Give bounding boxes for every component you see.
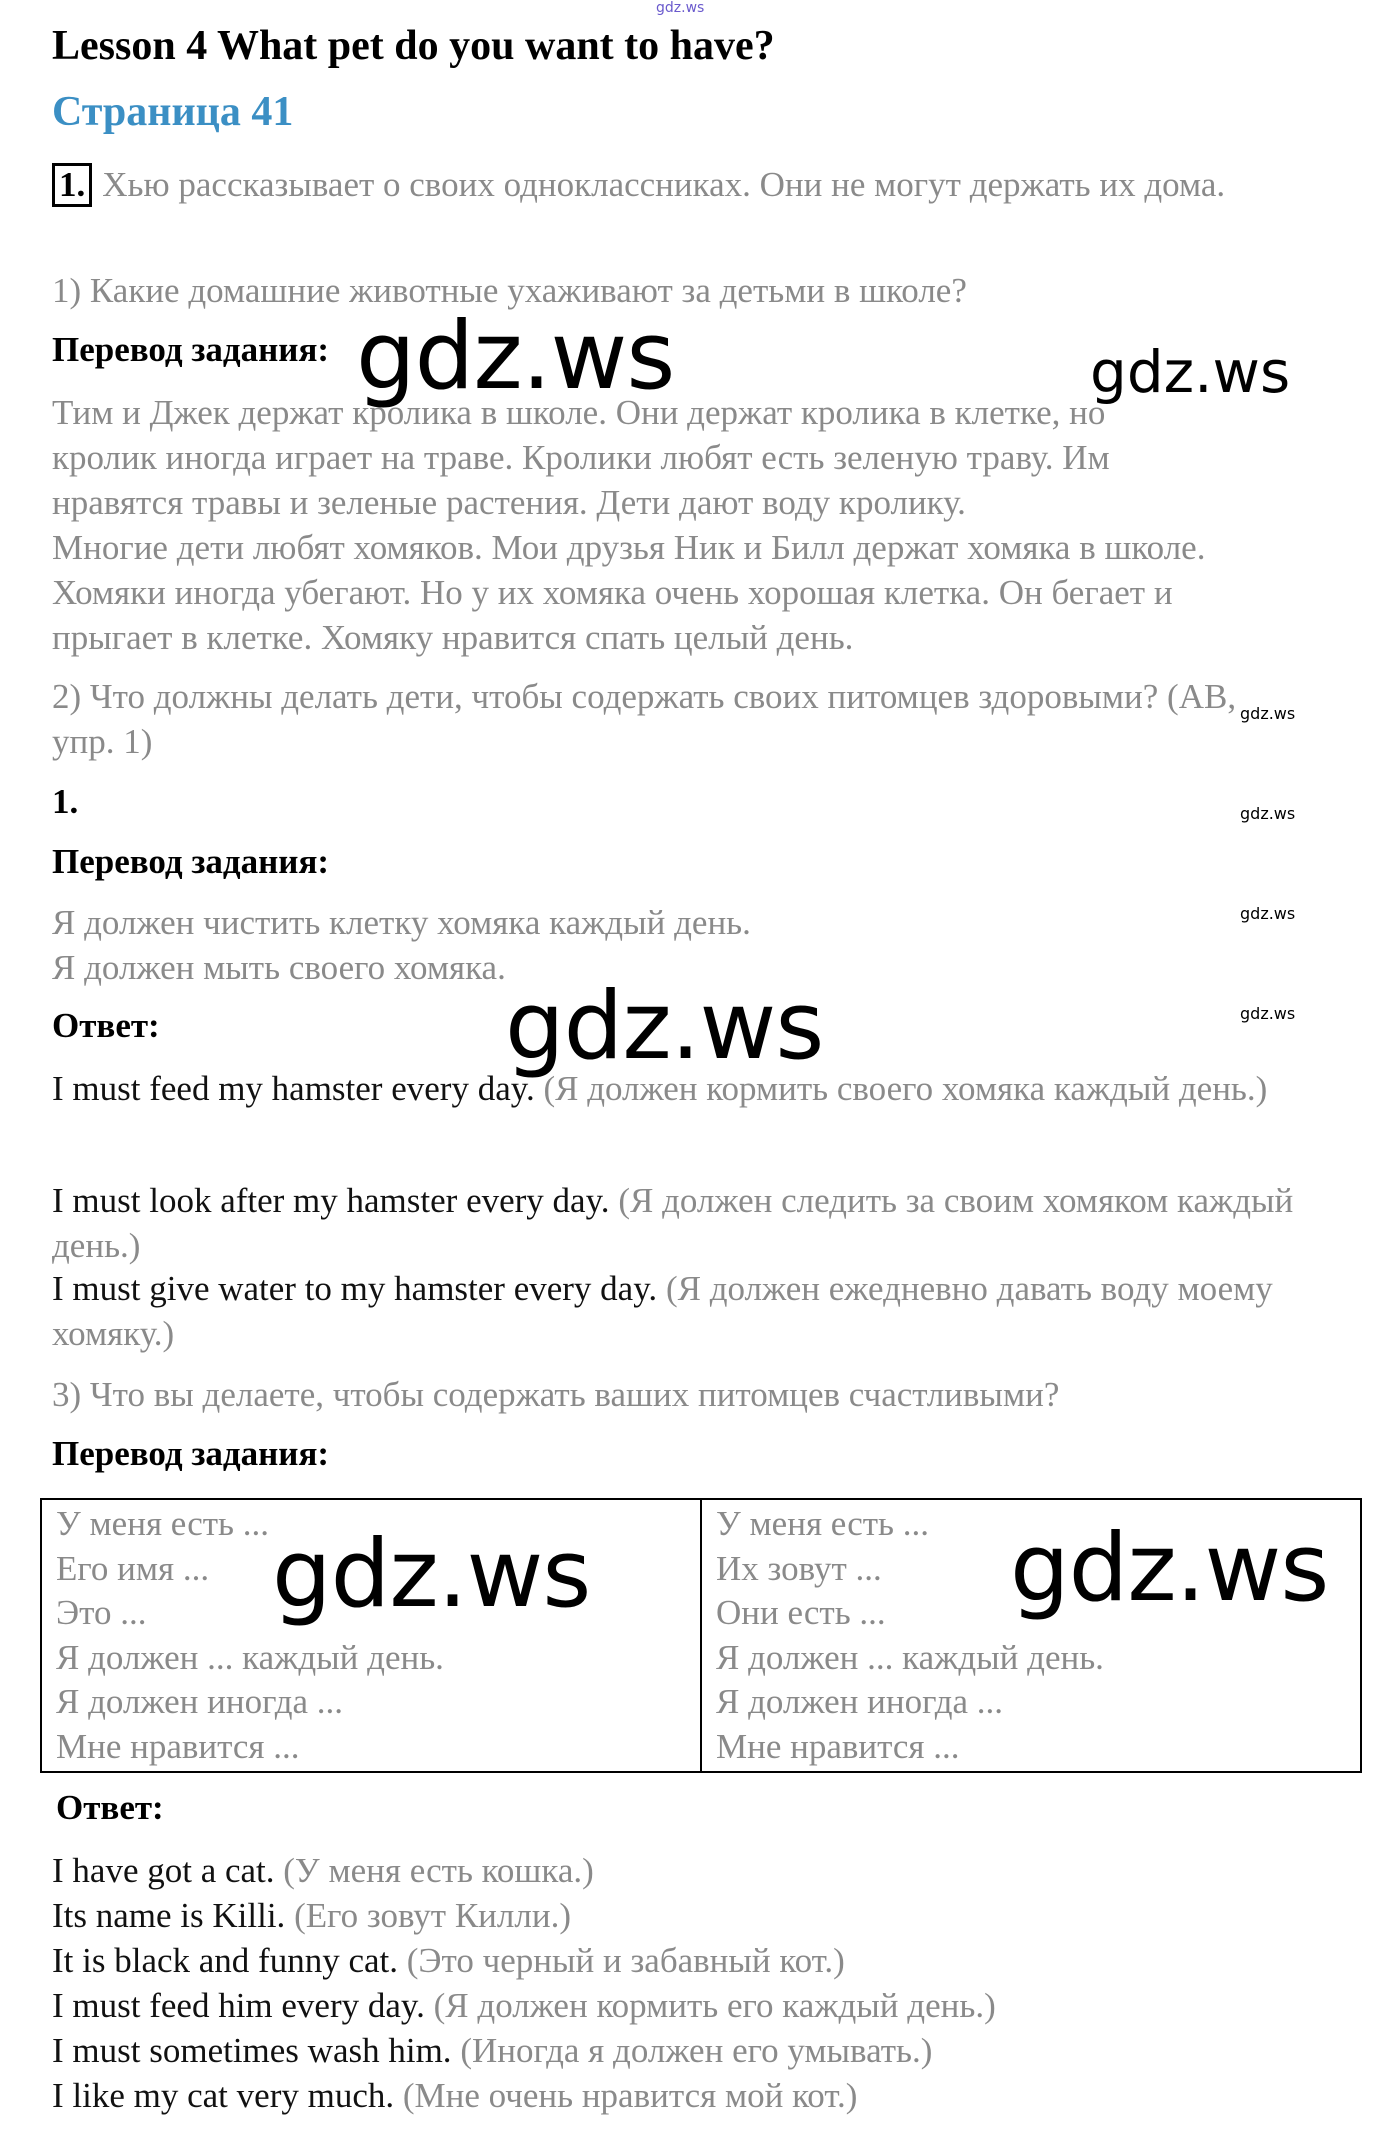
template-line: Я должен ... каждый день. xyxy=(716,1637,1104,1677)
answer-line xyxy=(52,1848,1352,1893)
task2-answer-3 xyxy=(52,1266,1352,1356)
watermark-gdz: gdz.ws xyxy=(272,1520,591,1629)
task3-answers xyxy=(52,1848,1352,2118)
translation-line: прыгает в клетке. Хомяку нравится спать целый день. xyxy=(52,618,854,657)
task3-answer-label: Ответ: xyxy=(56,1788,164,1827)
task1-translation xyxy=(52,390,1352,660)
answer-line xyxy=(52,2073,1352,2118)
lesson-title: Lesson 4 What pet do you want to have? xyxy=(52,23,775,69)
template-line: Их зовут ... xyxy=(716,1548,882,1588)
answer-line xyxy=(52,2028,1352,2073)
answer-ru: (Его зовут Килли.) xyxy=(294,1896,571,1935)
watermark-gdz: gdz.ws xyxy=(1010,1514,1329,1623)
watermark-top: gdz.ws xyxy=(656,0,705,16)
answer-ru: (У меня есть кошка.) xyxy=(283,1851,594,1890)
task1-intro xyxy=(52,162,1352,207)
answer-ru: (Это черный и забавный кот.) xyxy=(406,1941,845,1980)
template-line: У меня есть ... xyxy=(56,1504,269,1543)
task1-question-2: 2) Что должны делать дети, чтобы содержать своих питомцев здоровыми? (AB, упр. 1) xyxy=(52,677,1237,761)
answer-line xyxy=(52,1893,1352,1938)
watermark-small: gdz.ws xyxy=(1240,904,1296,923)
translation-line: Я должен мыть своего хомяка. xyxy=(52,948,506,987)
task1-translation-label: Перевод задания: xyxy=(52,330,330,369)
watermark-small: gdz.ws xyxy=(1240,704,1296,723)
answer-ru: (Я должен кормить его каждый день.) xyxy=(433,1986,996,2025)
translation-line: Хомяки иногда убегают. Но у их хомяка очень хорошая клетка. Он бегает и xyxy=(52,573,1173,612)
task1-question-1: 1) Какие домашние животные ухаживают за детьми в школе? xyxy=(52,271,967,310)
template-line: Мне нравится ... xyxy=(716,1726,960,1766)
answer-ru: (Иногда я должен его умывать.) xyxy=(460,2031,933,2070)
task3-question: 3) Что вы делаете, чтобы содержать ваших питомцев счастливыми? xyxy=(52,1375,1060,1414)
answer-en: I must feed him every day. xyxy=(52,1986,425,2025)
answer-en: I have got a cat. xyxy=(52,1851,275,1890)
translation-line: Я должен чистить клетку хомяка каждый день. xyxy=(52,903,751,942)
template-line: Я должен иногда ... xyxy=(56,1682,344,1721)
watermark-small: gdz.ws xyxy=(1240,1004,1296,1023)
template-line: Я должен ... каждый день. xyxy=(56,1637,444,1677)
template-line: У меня есть ... xyxy=(716,1504,929,1543)
translation-line: Многие дети любят хомяков. Мои друзья Ник и Билл держат хомяка в школе. xyxy=(52,528,1206,567)
answer-en: I must sometimes wash him. xyxy=(52,2031,452,2070)
template-line: Я должен иногда ... xyxy=(716,1682,1004,1721)
answer-line xyxy=(52,1938,1352,1983)
task-number-box: 1. xyxy=(52,163,92,207)
answer-ru: (Я должен кормить своего хомяка каждый день.) xyxy=(543,1069,1268,1108)
answer-en: It is black and funny cat. xyxy=(52,1941,399,1980)
translation-line: нравятся травы и зеленые растения. Дети дают воду кролику. xyxy=(52,483,966,522)
answer-ru: (Я должен ежедневно давать воду моему хомяку.) xyxy=(52,1269,1273,1353)
watermark-gdz: gdz.ws xyxy=(1090,338,1291,406)
answer-ru: (Я должен следить за своим хомяком каждый день.) xyxy=(52,1181,1294,1265)
answer-line xyxy=(52,1983,1352,2028)
template-line: Это ... xyxy=(56,1593,147,1632)
template-line: Они есть ... xyxy=(716,1593,886,1632)
answer-en: I like my cat very much. xyxy=(52,2076,395,2115)
task2-answer-2 xyxy=(52,1178,1352,1268)
answer-en: I must give water to my hamster every day. xyxy=(52,1269,658,1308)
task2-number: 1. xyxy=(52,782,79,821)
task1-intro-text: Хью рассказывает о своих одноклассниках. Они не могут держать их дома. xyxy=(102,165,1226,204)
task2-answer-label: Ответ: xyxy=(52,1006,160,1045)
task2-translation-label: Перевод задания: xyxy=(52,842,330,881)
template-line: Мне нравится ... xyxy=(56,1726,300,1766)
translation-line: Тим и Джек держат кролика в школе. Они держат кролика в клетке, но xyxy=(52,393,1106,432)
watermark-small: gdz.ws xyxy=(1240,804,1296,823)
watermark-gdz: gdz.ws xyxy=(356,302,675,411)
template-line: Его имя ... xyxy=(56,1548,210,1588)
answer-en: I must feed my hamster every day. xyxy=(52,1069,535,1108)
page-heading: Страница 41 xyxy=(52,89,294,135)
task3-translation-label: Перевод задания: xyxy=(52,1434,330,1473)
answer-en: Its name is Killi. xyxy=(52,1896,286,1935)
watermark-gdz: gdz.ws xyxy=(505,972,824,1081)
answer-en: I must look after my hamster every day. xyxy=(52,1181,610,1220)
answer-ru: (Мне очень нравится мой кот.) xyxy=(402,2076,858,2115)
translation-line: кролик иногда играет на траве. Кролики любят есть зеленую траву. Им xyxy=(52,438,1110,477)
